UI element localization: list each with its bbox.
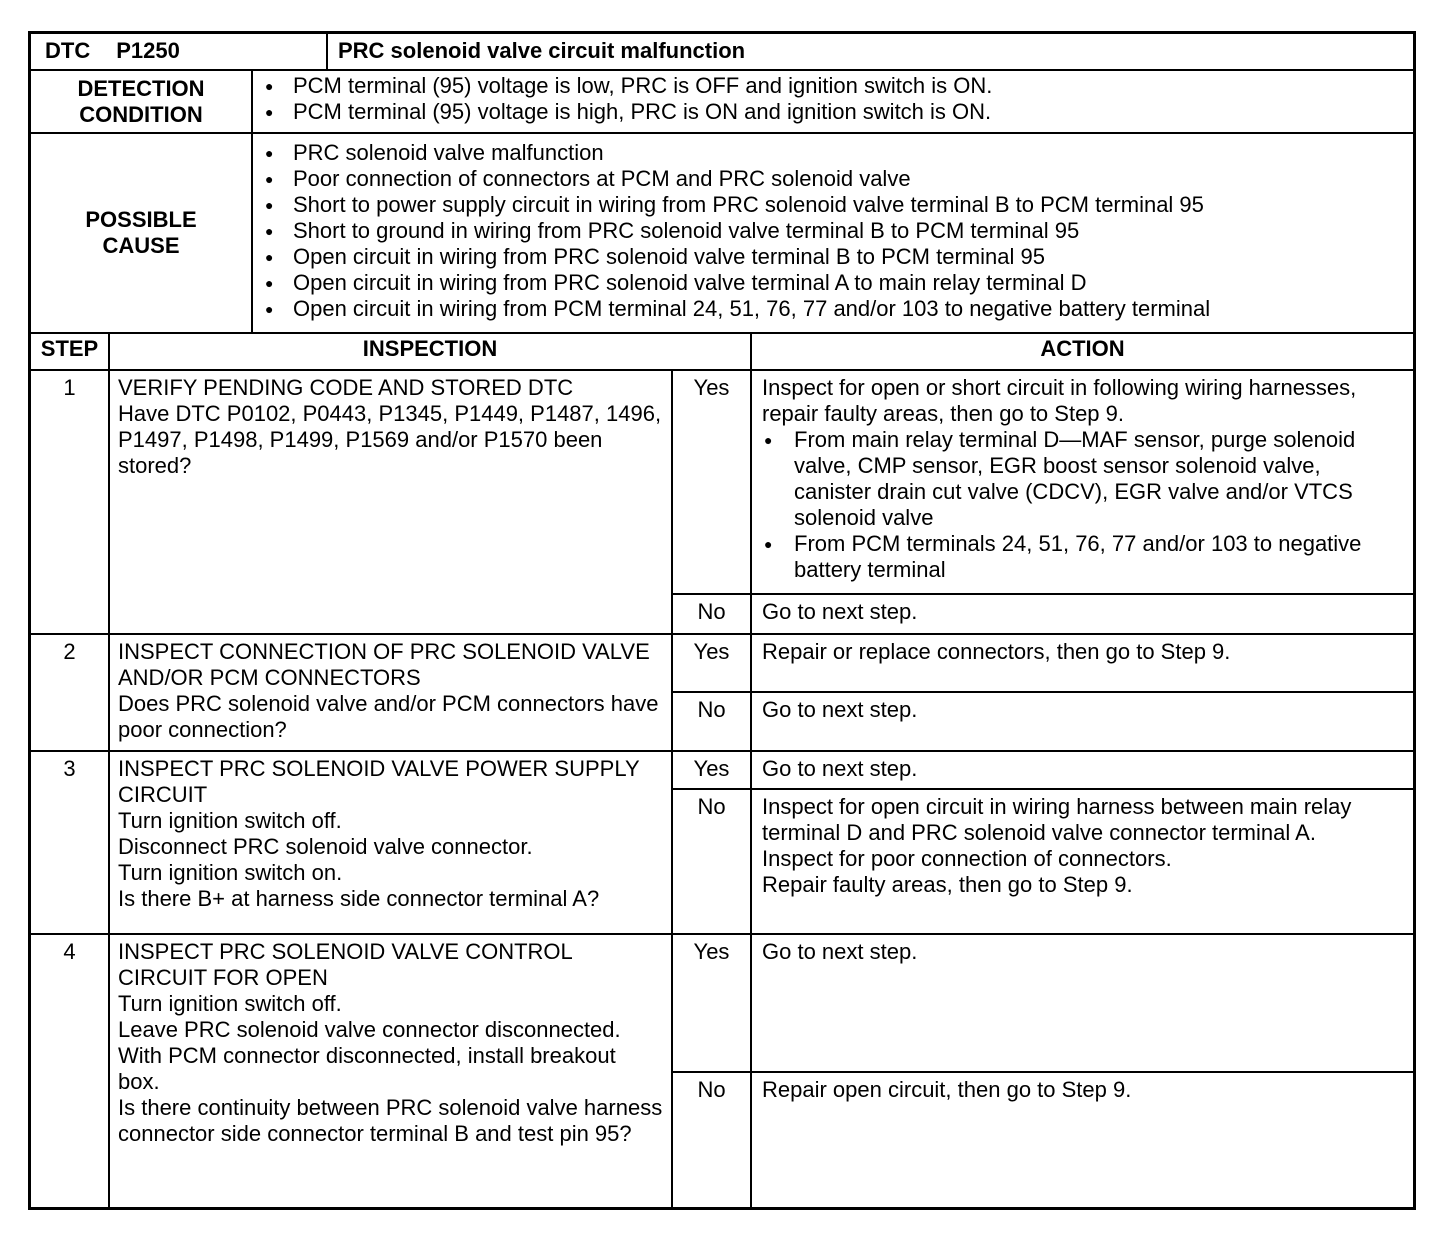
inspection-line: Is there continuity between PRC solenoid valve harness connector side connector terminal B and test pin 95? [118,1095,663,1146]
inspection-line: Turn ignition switch on. [118,860,343,885]
no-result-row [673,1073,1413,1207]
step-results [673,371,1413,633]
no-result-row [673,790,1413,933]
no-label: No [673,693,752,750]
step-number: 1 [31,371,110,633]
inspection-line: Is there B+ at harness side connector terminal A? [118,886,600,911]
list-item: ● Poor connection of connectors at PCM and PRC solenoid valve [263,166,1403,192]
no-label: No [673,790,752,933]
yes-label: Yes [673,635,752,691]
step-number: 3 [31,752,110,933]
possible-cause-label [31,134,253,332]
no-action: Repair open circuit, then go to Step 9. [762,1077,1132,1102]
cause-label-line2: CAUSE [102,233,180,258]
detection-condition-label [31,71,253,132]
step-inspection [110,752,673,933]
list-item: ● PCM terminal (95) voltage is low, PRC is OFF and ignition switch is ON. [263,73,1403,99]
list-item: ● From PCM terminals 24, 51, 76, 77 and/or 103 to negative battery terminal [762,531,1403,583]
inspection-line: Turn ignition switch off. [118,991,342,1016]
action-line: Inspect for open circuit in wiring harness between main relay terminal D and PRC solenoid valve connector terminal A. [762,794,1352,845]
step-results [673,635,1413,750]
yes-action: Go to next step. [762,939,918,964]
inspection-line: Turn ignition switch off. [118,808,342,833]
no-result-row [673,595,1413,633]
inspection-line: Have DTC P0102, P0443, P1345, P1449, P1487, 1496, P1497, P1498, P1499, P1569 and/or P1570 been stored? [118,401,662,478]
inspection-line: Disconnect PRC solenoid valve connector. [118,834,533,859]
yes-label: Yes [673,371,752,593]
no-label: No [673,1073,752,1207]
list-item: ● Open circuit in wiring from PRC solenoid valve terminal A to main relay terminal D [263,270,1403,296]
no-action [752,790,1413,933]
dtc-label: DTC [45,38,91,63]
action-text: Inspect for open or short circuit in following wiring harnesses, repair faulty areas, then go to Step 9. [762,375,1357,426]
dtc-header-row [31,34,1413,71]
action-column-header: ACTION [1040,336,1125,361]
yes-result-row [673,752,1413,790]
step-row-3 [31,752,1413,935]
yes-result-row [673,371,1413,595]
inspection-line: With PCM connector disconnected, install breakout box. [118,1043,616,1094]
list-item: ● Short to ground in wiring from PRC solenoid valve terminal B to PCM terminal 95 [263,218,1403,244]
inspection-heading: INSPECT PRC SOLENOID VALVE POWER SUPPLY CIRCUIT [118,756,640,807]
step-row-4 [31,935,1413,1207]
step-results [673,935,1413,1207]
step-column-header: STEP [31,334,110,369]
yes-label: Yes [673,752,752,788]
no-action: Go to next step. [762,599,918,624]
dtc-procedure-table [28,31,1416,1210]
list-item: ● Short to power supply circuit in wiring from PRC solenoid valve terminal B to PCM terminal 95 [263,192,1403,218]
inspection-column-header: INSPECTION [110,334,752,369]
detection-condition-row [31,71,1413,134]
no-action: Go to next step. [762,697,918,722]
yes-result-row [673,635,1413,693]
cause-label-line1: POSSIBLE [85,207,197,232]
list-item: ● From main relay terminal D—MAF sensor, purge solenoid valve, CMP sensor, EGR boost sensor solenoid valve, canister drain cut valve (CDCV), EGR valve and/or VTCS solenoid valve [762,427,1403,531]
step-number: 4 [31,935,110,1207]
step-inspection [110,935,673,1207]
step-results [673,752,1413,933]
step-row-2 [31,635,1413,752]
step-number: 2 [31,635,110,750]
detection-condition-list [253,71,1413,132]
yes-action: Repair or replace connectors, then go to Step 9. [762,639,1231,664]
list-item: ● Open circuit in wiring from PRC solenoid valve terminal B to PCM terminal 95 [263,244,1403,270]
dtc-code: P1250 [116,38,180,63]
inspection-heading: INSPECT CONNECTION OF PRC SOLENOID VALVE AND/OR PCM CONNECTORS [118,639,650,690]
yes-action: Go to next step. [762,756,918,781]
step-inspection [110,635,673,750]
detection-label-line2: CONDITION [79,101,203,127]
possible-cause-row [31,134,1413,334]
yes-result-row [673,935,1413,1073]
inspection-line: Leave PRC solenoid valve connector disconnected. [118,1017,621,1042]
no-label: No [673,595,752,633]
action-line: Inspect for poor connection of connectors. [762,846,1172,871]
yes-action [752,371,1413,593]
inspection-line: Does PRC solenoid valve and/or PCM connectors have poor connection? [118,691,659,742]
dtc-title: PRC solenoid valve circuit malfunction [338,38,746,63]
detection-label-line1: DETECTION [77,75,205,101]
inspection-heading: INSPECT PRC SOLENOID VALVE CONTROL CIRCUIT FOR OPEN [118,939,572,990]
list-item: ● Open circuit in wiring from PCM terminal 24, 51, 76, 77 and/or 103 to negative battery terminal [263,296,1403,322]
step-row-1 [31,371,1413,635]
possible-cause-list [253,134,1413,332]
action-line: Repair faulty areas, then go to Step 9. [762,872,1133,897]
list-item: ● PCM terminal (95) voltage is high, PRC is ON and ignition switch is ON. [263,99,1403,125]
no-result-row [673,693,1413,750]
inspection-heading: VERIFY PENDING CODE AND STORED DTC [118,375,574,400]
yes-label: Yes [673,935,752,1071]
dtc-code-cell [31,34,328,69]
steps-header-row [31,334,1413,371]
step-inspection [110,371,673,633]
list-item: ● PRC solenoid valve malfunction [263,140,1403,166]
